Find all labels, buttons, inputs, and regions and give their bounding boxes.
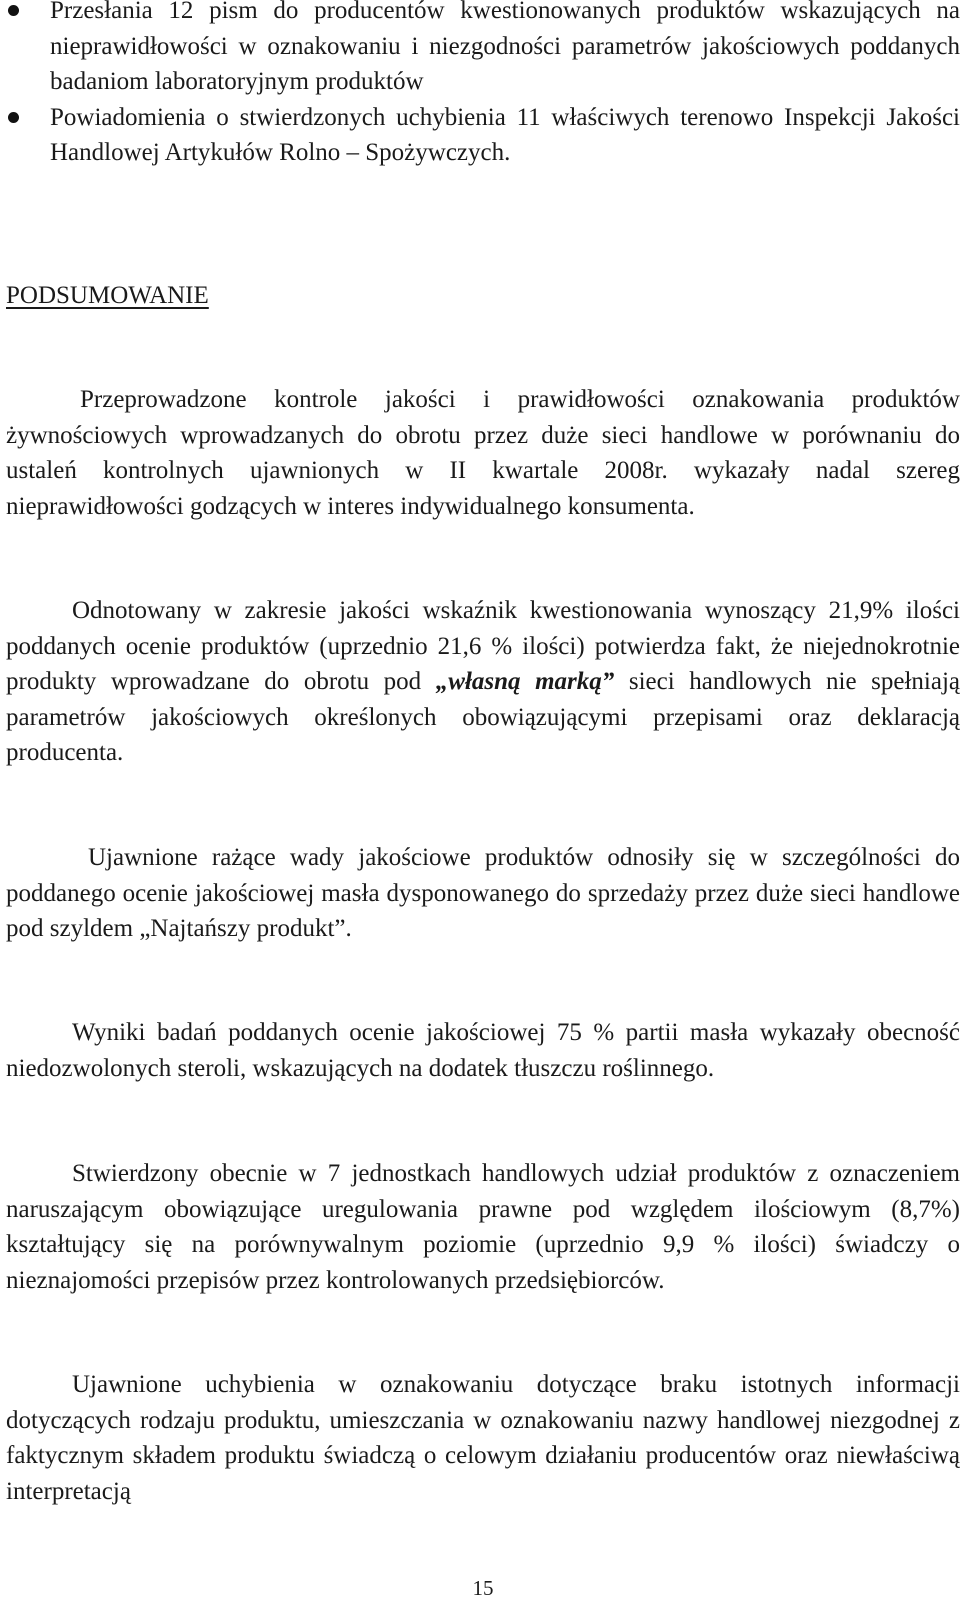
paragraph-summary: Przeprowadzone kontrole jakości i prawidłowości oznakowania produktów żywnościowych wprowadzanych do obrotu przez duże sieci handlowe w porównaniu do ustaleń kontrolnych ujawnionych w II kwartale 2008r. wykazały nadal szereg nieprawidłowości godzących w interes indywidualnego konsumenta. — [6, 386, 960, 520]
paragraph-labeling-share: Stwierdzony obecnie w 7 jednostkach handlowych udział produktów z oznaczeniem naruszającym obowiązujące uregulowania prawne pod względem ilościowym (8,7%) kształtujący się na porównywalnym poziomie (uprzednio 9,9 % ilości) świadczy o nieznajomości przepisów przez kontrolowanych przedsiębiorców. — [6, 1160, 960, 1294]
page-number: 15 — [472, 1576, 494, 1600]
paragraph-butter-defects: Ujawnione rażące wady jakościowe produktów odnosiły się w szczególności do poddanego ocenie jakościowej masła dysponowanego do sprzedaży przez duże sieci handlowe pod szyldem „Najtańszy produkt”. — [6, 844, 960, 942]
bullet-dot-icon — [8, 112, 19, 123]
paragraph-quality-indicator — [6, 593, 960, 771]
paragraph-text: sieci handlowych nie spełniają parametrów jakościowych określonych obowiązującymi przepisami oraz deklaracją producenta. — [6, 668, 960, 766]
brand-emphasis: „własną marką” — [435, 668, 615, 695]
paragraph-test-results: Wyniki badań poddanych ocenie jakościowej 75 % partii masła wykazały obecność niedozwolonych steroli, wskazujących na dodatek tłuszczu roślinnego. — [6, 1019, 960, 1082]
section-heading: PODSUMOWANIE — [6, 282, 209, 309]
paragraph-text: Odnotowany w zakresie jakości wskaźnik kwestionowania wynoszący 21,9% ilości poddanych ocenie produktów (uprzednio 21,6 % ilości) potwierdza fakt, że niejednokrotnie produkty wprowadzane do obrotu pod — [6, 597, 960, 695]
bullet-dot-icon — [8, 5, 19, 16]
bullet-text: Przesłania 12 pism do producentów kwestionowanych produktów wskazujących na nieprawidłowości w oznakowaniu i niezgodności parametrów jakościowych poddanych badaniom laboratoryjnym produktów — [50, 0, 960, 95]
bullet-list — [6, 0, 960, 171]
bullet-text: Powiadomienia o stwierdzonych uchybienia 11 właściwych terenowo Inspekcji Jakości Handlowej Artykułów Rolno – Spożywczych. — [50, 103, 960, 166]
bullet-item-letters — [6, 0, 960, 100]
paragraph-labeling-errors: Ujawnione uchybienia w oznakowaniu dotyczące braku istotnych informacji dotyczących rodzaju produktu, umieszczania w oznakowaniu nazwy handlowej niezgodnej z faktycznym składem produktu świadczą o celowym działaniu producentów oraz niewłaściwą interpretacją — [6, 1371, 960, 1505]
bullet-item-notifications — [6, 100, 960, 171]
